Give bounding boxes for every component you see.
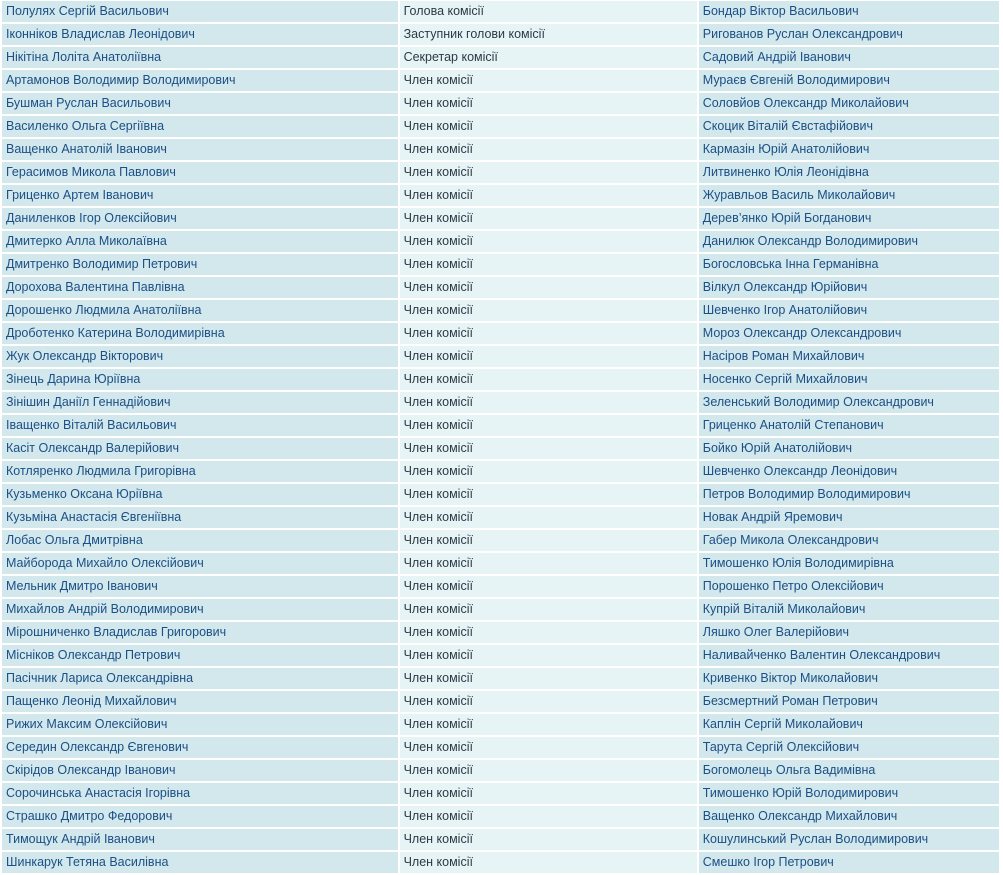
nominated-by-cell: Журавльов Василь Миколайович xyxy=(699,185,999,206)
nominated-by-cell: Порошенко Петро Олексійович xyxy=(699,576,999,597)
member-name-cell: Зінець Дарина Юріївна xyxy=(2,369,398,390)
member-role-cell: Заступник голови комісії xyxy=(400,24,697,45)
table-row xyxy=(2,806,999,827)
member-role-cell: Член комісії xyxy=(400,185,697,206)
table-row xyxy=(2,392,999,413)
table-row xyxy=(2,507,999,528)
member-role-cell: Член комісії xyxy=(400,852,697,873)
table-row xyxy=(2,829,999,850)
table-row xyxy=(2,24,999,45)
table-row xyxy=(2,1,999,22)
table-row xyxy=(2,323,999,344)
nominated-by-cell: Шевченко Ігор Анатолійович xyxy=(699,300,999,321)
member-name-cell: Лобас Ольга Дмитрівна xyxy=(2,530,398,551)
member-role-cell: Член комісії xyxy=(400,208,697,229)
nominated-by-cell: Кошулинський Руслан Володимирович xyxy=(699,829,999,850)
member-role-cell: Член комісії xyxy=(400,323,697,344)
member-role-cell: Член комісії xyxy=(400,346,697,367)
member-name-cell: Скірідов Олександр Іванович xyxy=(2,760,398,781)
member-name-cell: Василенко Ольга Сергіївна xyxy=(2,116,398,137)
table-row xyxy=(2,783,999,804)
nominated-by-cell: Вілкул Олександр Юрійович xyxy=(699,277,999,298)
member-name-cell: Бушман Руслан Васильович xyxy=(2,93,398,114)
member-role-cell: Голова комісії xyxy=(400,1,697,22)
member-name-cell: Сорочинська Анастасія Ігорівна xyxy=(2,783,398,804)
member-name-cell: Даниленков Ігор Олексійович xyxy=(2,208,398,229)
member-role-cell: Член комісії xyxy=(400,438,697,459)
member-role-cell: Член комісії xyxy=(400,162,697,183)
table-row xyxy=(2,185,999,206)
member-role-cell: Член комісії xyxy=(400,415,697,436)
table-row xyxy=(2,484,999,505)
nominated-by-cell: Новак Андрій Яремович xyxy=(699,507,999,528)
table-row xyxy=(2,93,999,114)
table-row xyxy=(2,553,999,574)
table-row xyxy=(2,162,999,183)
nominated-by-cell: Насіров Роман Михайлович xyxy=(699,346,999,367)
nominated-by-cell: Кривенко Віктор Миколайович xyxy=(699,668,999,689)
member-role-cell: Член комісії xyxy=(400,369,697,390)
table-row xyxy=(2,576,999,597)
table-row xyxy=(2,139,999,160)
nominated-by-cell: Богословська Інна Германівна xyxy=(699,254,999,275)
member-role-cell: Член комісії xyxy=(400,645,697,666)
nominated-by-cell: Каплін Сергій Миколайович xyxy=(699,714,999,735)
nominated-by-cell: Гриценко Анатолій Степанович xyxy=(699,415,999,436)
nominated-by-cell: Литвиненко Юлія Леонідівна xyxy=(699,162,999,183)
member-name-cell: Тимощук Андрій Іванович xyxy=(2,829,398,850)
member-name-cell: Касіт Олександр Валерійович xyxy=(2,438,398,459)
member-name-cell: Кузьменко Оксана Юріївна xyxy=(2,484,398,505)
member-name-cell: Нікітіна Лоліта Анатоліївна xyxy=(2,47,398,68)
table-row xyxy=(2,714,999,735)
member-role-cell: Член комісії xyxy=(400,760,697,781)
member-name-cell: Жук Олександр Вікторович xyxy=(2,346,398,367)
member-role-cell: Член комісії xyxy=(400,599,697,620)
member-name-cell: Мельник Дмитро Іванович xyxy=(2,576,398,597)
member-name-cell: Середин Олександр Євгенович xyxy=(2,737,398,758)
table-row xyxy=(2,530,999,551)
member-role-cell: Член комісії xyxy=(400,553,697,574)
member-role-cell: Член комісії xyxy=(400,461,697,482)
member-role-cell: Член комісії xyxy=(400,829,697,850)
member-name-cell: Кузьміна Анастасія Євгеніївна xyxy=(2,507,398,528)
table-row xyxy=(2,208,999,229)
table-row xyxy=(2,70,999,91)
table-row xyxy=(2,415,999,436)
nominated-by-cell: Тимошенко Юрій Володимирович xyxy=(699,783,999,804)
nominated-by-cell: Ляшко Олег Валерійович xyxy=(699,622,999,643)
nominated-by-cell: Тарута Сергій Олексійович xyxy=(699,737,999,758)
member-role-cell: Член комісії xyxy=(400,622,697,643)
member-role-cell: Член комісії xyxy=(400,507,697,528)
member-name-cell: Дроботенко Катерина Володимирівна xyxy=(2,323,398,344)
member-name-cell: Котляренко Людмила Григорівна xyxy=(2,461,398,482)
member-name-cell: Рижих Максим Олексійович xyxy=(2,714,398,735)
member-role-cell: Член комісії xyxy=(400,93,697,114)
table-row xyxy=(2,760,999,781)
nominated-by-cell: Бойко Юрій Анатолійович xyxy=(699,438,999,459)
nominated-by-cell: Наливайченко Валентин Олександрович xyxy=(699,645,999,666)
member-role-cell: Член комісії xyxy=(400,70,697,91)
member-name-cell: Ващенко Анатолій Іванович xyxy=(2,139,398,160)
member-role-cell: Член комісії xyxy=(400,783,697,804)
table-row xyxy=(2,599,999,620)
member-role-cell: Член комісії xyxy=(400,530,697,551)
nominated-by-cell: Тимошенко Юлія Володимирівна xyxy=(699,553,999,574)
member-name-cell: Пащенко Леонід Михайлович xyxy=(2,691,398,712)
table-row xyxy=(2,645,999,666)
nominated-by-cell: Бондар Віктор Васильович xyxy=(699,1,999,22)
member-name-cell: Зінішин Даніїл Геннадійович xyxy=(2,392,398,413)
member-role-cell: Член комісії xyxy=(400,254,697,275)
table-row xyxy=(2,277,999,298)
table-row xyxy=(2,852,999,873)
table-row xyxy=(2,47,999,68)
table-row xyxy=(2,254,999,275)
member-role-cell: Член комісії xyxy=(400,737,697,758)
member-role-cell: Член комісії xyxy=(400,277,697,298)
member-name-cell: Дорошенко Людмила Анатоліївна xyxy=(2,300,398,321)
member-name-cell: Місніков Олександр Петрович xyxy=(2,645,398,666)
member-name-cell: Пасічник Лариса Олександрівна xyxy=(2,668,398,689)
member-name-cell: Дорохова Валентина Павлівна xyxy=(2,277,398,298)
nominated-by-cell: Безсмертний Роман Петрович xyxy=(699,691,999,712)
table-row xyxy=(2,116,999,137)
table-row xyxy=(2,369,999,390)
nominated-by-cell: Садовий Андрій Іванович xyxy=(699,47,999,68)
table-row xyxy=(2,231,999,252)
member-name-cell: Майборода Михайло Олексійович xyxy=(2,553,398,574)
nominated-by-cell: Мороз Олександр Олександрович xyxy=(699,323,999,344)
nominated-by-cell: Мураєв Євгеній Володимирович xyxy=(699,70,999,91)
nominated-by-cell: Купрій Віталій Миколайович xyxy=(699,599,999,620)
nominated-by-cell: Петров Володимир Володимирович xyxy=(699,484,999,505)
member-role-cell: Член комісії xyxy=(400,714,697,735)
table-row xyxy=(2,461,999,482)
member-role-cell: Член комісії xyxy=(400,806,697,827)
nominated-by-cell: Скоцик Віталій Євстафійович xyxy=(699,116,999,137)
table-body xyxy=(2,1,999,873)
member-name-cell: Мірошниченко Владислав Григорович xyxy=(2,622,398,643)
nominated-by-cell: Ващенко Олександр Михайлович xyxy=(699,806,999,827)
nominated-by-cell: Носенко Сергій Михайлович xyxy=(699,369,999,390)
member-role-cell: Член комісії xyxy=(400,484,697,505)
nominated-by-cell: Дерев’янко Юрій Богданович xyxy=(699,208,999,229)
member-name-cell: Артамонов Володимир Володимирович xyxy=(2,70,398,91)
member-role-cell: Член комісії xyxy=(400,576,697,597)
member-role-cell: Член комісії xyxy=(400,668,697,689)
nominated-by-cell: Богомолець Ольга Вадимівна xyxy=(699,760,999,781)
nominated-by-cell: Смешко Ігор Петрович xyxy=(699,852,999,873)
table-row xyxy=(2,346,999,367)
member-name-cell: Гриценко Артем Іванович xyxy=(2,185,398,206)
member-role-cell: Секретар комісії xyxy=(400,47,697,68)
nominated-by-cell: Данилюк Олександр Володимирович xyxy=(699,231,999,252)
member-name-cell: Страшко Дмитро Федорович xyxy=(2,806,398,827)
member-role-cell: Член комісії xyxy=(400,116,697,137)
table-row xyxy=(2,300,999,321)
member-role-cell: Член комісії xyxy=(400,691,697,712)
nominated-by-cell: Зеленський Володимир Олександрович xyxy=(699,392,999,413)
member-name-cell: Полулях Сергій Васильович xyxy=(2,1,398,22)
table-row xyxy=(2,622,999,643)
nominated-by-cell: Кармазін Юрій Анатолійович xyxy=(699,139,999,160)
member-name-cell: Шинкарук Тетяна Василівна xyxy=(2,852,398,873)
member-name-cell: Дмитренко Володимир Петрович xyxy=(2,254,398,275)
member-name-cell: Іконніков Владислав Леонідович xyxy=(2,24,398,45)
nominated-by-cell: Ригованов Руслан Олександрович xyxy=(699,24,999,45)
nominated-by-cell: Шевченко Олександр Леонідович xyxy=(699,461,999,482)
table-row xyxy=(2,737,999,758)
member-name-cell: Михайлов Андрій Володимирович xyxy=(2,599,398,620)
table-row xyxy=(2,438,999,459)
member-role-cell: Член комісії xyxy=(400,231,697,252)
member-role-cell: Член комісії xyxy=(400,392,697,413)
nominated-by-cell: Соловйов Олександр Миколайович xyxy=(699,93,999,114)
table-row xyxy=(2,668,999,689)
member-name-cell: Іващенко Віталій Васильович xyxy=(2,415,398,436)
member-name-cell: Герасимов Микола Павлович xyxy=(2,162,398,183)
nominated-by-cell: Габер Микола Олександрович xyxy=(699,530,999,551)
member-role-cell: Член комісії xyxy=(400,300,697,321)
member-name-cell: Дмитерко Алла Миколаївна xyxy=(2,231,398,252)
member-role-cell: Член комісії xyxy=(400,139,697,160)
table-row xyxy=(2,691,999,712)
